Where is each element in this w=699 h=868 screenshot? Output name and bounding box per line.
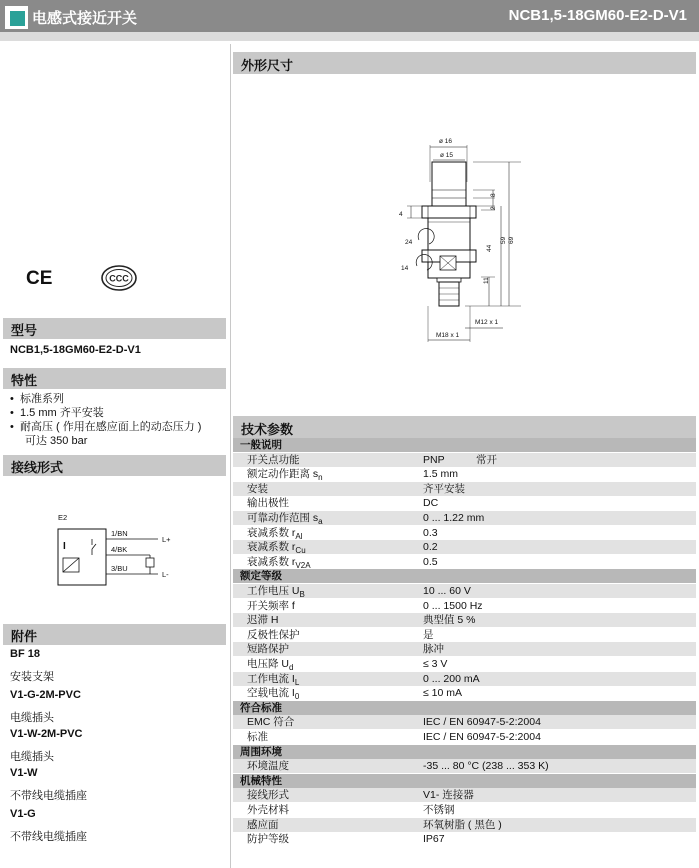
accessories-section-title: 附件 (11, 629, 38, 644)
spec-label: 开关频率 f (247, 599, 295, 612)
spec-label: 额定动作距离 $s_n$ (247, 468, 323, 483)
spec-row (233, 672, 696, 686)
spec-row (233, 715, 696, 729)
type-section-title: 型号 (11, 323, 38, 338)
spec-label-subscript: 0 (294, 692, 300, 702)
spec-group-label: 符合标准 (240, 701, 282, 714)
spec-row (233, 628, 696, 642)
dim-59: 59 (500, 236, 507, 244)
type-section-header (3, 318, 226, 339)
spec-value: 0 ... 1500 Hz (423, 599, 483, 612)
accessory-desc: 不带线电缆插座 (10, 790, 87, 802)
dim-14: 14 (401, 265, 409, 272)
spec-row (233, 540, 696, 554)
spec-value: 0.2 (423, 541, 438, 554)
dim-d16: ø 16 (439, 138, 453, 145)
spec-label: 短路保护 (247, 643, 289, 656)
spec-label: EMC 符合 (247, 716, 295, 729)
spec-row (233, 686, 696, 700)
spec-label: 感应面 (247, 818, 279, 831)
spec-value: 0.5 (423, 555, 438, 568)
spec-value: 0.3 (423, 526, 438, 539)
wiring-section-title: 接线形式 (11, 460, 64, 475)
spec-row (233, 788, 696, 802)
spec-label-subscript: d (289, 663, 294, 673)
dimensions-section-header (233, 52, 696, 74)
spec-group-label: 一般说明 (240, 439, 282, 451)
spec-extra: 常开 (476, 453, 497, 466)
spec-label-subscript: Cu (295, 546, 306, 556)
spec-row (233, 511, 696, 525)
spec-row (233, 482, 696, 496)
spec-label: 外壳材料 (247, 804, 289, 816)
accessory-desc: 安装支架 (10, 671, 54, 683)
spec-row (233, 555, 696, 569)
accessory-desc: 电缆插头 (10, 751, 54, 763)
svg-text:I: I (63, 541, 66, 552)
spec-label: 防护等级 (247, 833, 289, 846)
spec-value: 脉冲 (423, 643, 444, 656)
header-underline (0, 32, 699, 41)
column-divider (230, 44, 231, 868)
spec-value: IEC / EN 60947-5-2:2004 (423, 731, 541, 743)
accessory-code: V1-G-2M-PVC (10, 689, 81, 701)
spec-label-subscript: Al (295, 531, 303, 541)
accessory-code: V1-W (10, 767, 38, 779)
spec-value: ≤ 3 V (423, 658, 448, 670)
spec-label-subscript: L (294, 677, 300, 687)
spec-row (233, 818, 696, 832)
features-section-title: 特性 (11, 373, 38, 388)
specs-section-header (233, 416, 696, 438)
accessory-desc: 电缆插头 (10, 712, 54, 724)
dim-m18: M18 x 1 (436, 332, 460, 339)
spec-label: 电压降 $U_d$ (247, 658, 294, 673)
spec-label-subscript: n (318, 473, 323, 483)
feature-item: • 耐高压 ( 作用在感应面上的动态压力 ) (10, 421, 202, 433)
spec-group-row (233, 569, 696, 583)
spec-value: DC (423, 497, 439, 510)
spec-label: 标准 (247, 731, 268, 743)
spec-label: 工作电流 $I_L$ (247, 672, 300, 687)
spec-value: ≤ 10 mA (423, 687, 463, 700)
spec-group-row (233, 438, 696, 452)
wiring-section-header (3, 455, 226, 476)
spec-row (233, 642, 696, 656)
spec-label: 反极性保护 (247, 628, 300, 641)
dim-11: 11 (483, 277, 490, 284)
spec-label: 空载电流 $I_0$ (247, 687, 300, 702)
spec-value: 0 ... 1.22 mm (423, 512, 485, 524)
dim-d15: ø 15 (440, 152, 454, 159)
feature-item-continued: 可达 350 bar (25, 435, 88, 447)
spec-row (233, 526, 696, 540)
model-code: NCB1,5-18GM60-E2-D-V1 (508, 7, 687, 24)
spec-value: 典型值 5 % (423, 614, 476, 627)
spec-row (233, 832, 696, 846)
spec-value: IP67 (423, 833, 445, 846)
wire-bk-label: 4/BK (111, 545, 128, 554)
spec-row (233, 613, 696, 627)
accessory-desc: 不带线电缆插座 (10, 831, 87, 843)
dim-4: 4 (399, 211, 403, 218)
header-logo-square (9, 10, 26, 27)
specs-section-title: 技术参数 (241, 422, 294, 437)
spec-value: -35 ... 80 °C (238 ... 353 K) (423, 760, 549, 773)
spec-group-row (233, 701, 696, 715)
ce-mark: CE (26, 268, 53, 289)
spec-label: 可靠动作范围 $s_a$ (247, 512, 323, 527)
type-value: NCB1,5-18GM60-E2-D-V1 (10, 344, 141, 356)
spec-value: 1.5 mm (423, 468, 459, 481)
ccc-mark (100, 264, 138, 297)
ccc-text: CCC (109, 273, 129, 284)
wiring-diagram (50, 508, 200, 593)
spec-row (233, 467, 696, 481)
spec-label-subscript: a (318, 517, 323, 527)
dim-69: 69 (508, 236, 515, 244)
spec-row (233, 657, 696, 671)
spec-row (233, 759, 696, 773)
plus-label: L+ (162, 535, 171, 544)
dim-2: 2 (490, 206, 497, 210)
spec-row (233, 803, 696, 817)
accessory-code: V1-G (10, 808, 36, 820)
spec-label: 衰减系数 $r_{Al}$ (247, 526, 303, 541)
spec-label: 接线形式 (247, 789, 289, 802)
dim-8: 8 (490, 193, 497, 197)
spec-value: IEC / EN 60947-5-2:2004 (423, 716, 541, 729)
dimension-drawing (395, 132, 545, 352)
spec-value: PNP (423, 453, 445, 466)
spec-label: 开关点功能 (247, 453, 300, 466)
accessories-section-header (3, 624, 226, 645)
accessory-code: BF 18 (10, 648, 40, 660)
spec-group-row (233, 774, 696, 788)
spec-label: 工作电压 $U_B$ (247, 585, 305, 600)
features-section-header (3, 368, 226, 389)
page-title: 电感式接近开关 (32, 10, 138, 27)
spec-label: 迟滞 H (247, 614, 279, 627)
spec-value: 10 ... 60 V (423, 585, 471, 597)
dim-m12: M12 x 1 (475, 319, 499, 326)
spec-value: 环氧树脂 ( 黑色 ) (423, 818, 502, 831)
minus-label: L- (162, 570, 169, 579)
spec-label-subscript: V2A (295, 560, 311, 570)
spec-row (233, 599, 696, 613)
spec-value: 齐平安装 (423, 482, 465, 495)
feature-item: • 1.5 mm 齐平安装 (10, 407, 104, 419)
spec-row (233, 453, 696, 467)
feature-item: • 标准系列 (10, 393, 64, 405)
dim-44: 44 (486, 244, 493, 252)
spec-label: 衰减系数 $r_{Cu}$ (247, 541, 306, 556)
spec-row (233, 584, 696, 598)
wire-bn-label: 1/BN (111, 529, 128, 538)
spec-row (233, 496, 696, 510)
spec-value: 是 (423, 628, 434, 641)
spec-label: 安装 (247, 482, 268, 495)
spec-value: V1- 连接器 (423, 789, 474, 802)
spec-label: 衰减系数 $r_{V2A}$ (247, 555, 311, 570)
spec-label: 环境温度 (247, 760, 289, 773)
spec-group-row (233, 745, 696, 759)
dimensions-section-title: 外形尺寸 (241, 58, 294, 73)
spec-group-label: 额定等级 (240, 570, 282, 583)
spec-value: 0 ... 200 mA (423, 672, 480, 685)
accessory-code: V1-W-2M-PVC (10, 728, 83, 740)
wire-bu-label: 3/BU (111, 564, 128, 573)
spec-row (233, 730, 696, 744)
spec-value: 不锈钢 (423, 804, 455, 816)
spec-group-label: 机械特性 (240, 774, 282, 787)
wiring-code: E2 (58, 513, 68, 522)
dim-24: 24 (405, 239, 413, 246)
spec-label-subscript: B (299, 590, 305, 600)
spec-label: 输出极性 (247, 497, 289, 510)
spec-group-label: 周围环境 (240, 745, 282, 758)
